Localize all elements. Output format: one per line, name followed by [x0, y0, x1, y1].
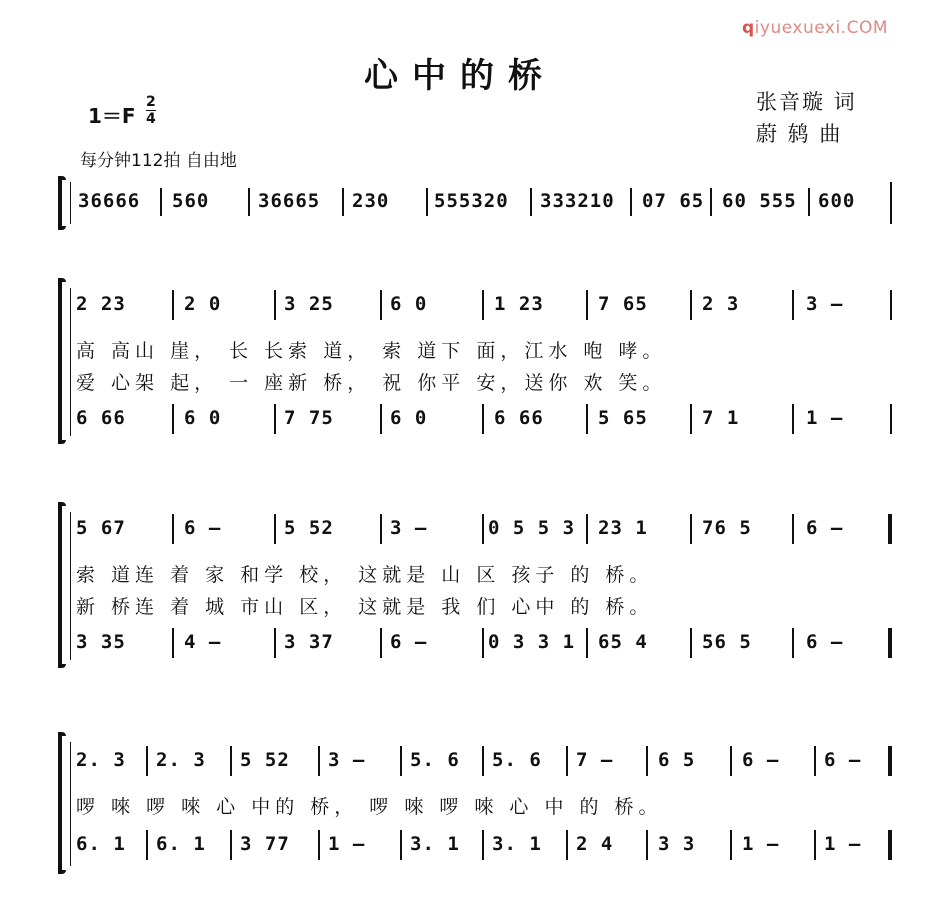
lyrics-verse-1: 索 道连 着 家 和学 校， 这就是 山 区 孩子 的 桥。	[76, 564, 654, 586]
system-3	[62, 734, 896, 872]
lyricist-credit: 张音璇 词	[756, 90, 857, 114]
lyrics-verse-2: 爱 心架 起， 一 座新 桥， 祝 你平 安，送你 欢 笑。	[76, 372, 667, 394]
melody-measure: 3 –	[390, 517, 428, 539]
harmony-measure: 6 66	[76, 407, 126, 429]
melody-measure: 1 23	[494, 293, 544, 315]
intro-measure: 36666	[78, 190, 141, 212]
harmony-measure: 1 –	[824, 833, 862, 855]
harmony-measure: 6 0	[390, 407, 428, 429]
intro-measure: 600	[818, 190, 856, 212]
harmony-measure: 3 37	[284, 631, 334, 653]
harmony-measure: 1 –	[328, 833, 366, 855]
harmony-measure: 6 66	[494, 407, 544, 429]
harmony-measure: 6 0	[184, 407, 222, 429]
melody-measure: 7 –	[576, 749, 614, 771]
intro-measure: 560	[172, 190, 210, 212]
song-title: 心中的桥	[364, 56, 556, 96]
key-signature: 1＝F	[88, 104, 136, 128]
melody-measure: 76 5	[702, 517, 752, 539]
melody-measure: 7 65	[598, 293, 648, 315]
melody-measure: 2. 3	[76, 749, 126, 771]
melody-measure: 6 –	[742, 749, 780, 771]
melody-measure: 5 52	[284, 517, 334, 539]
system-bracket	[58, 178, 62, 228]
harmony-measure: 4 –	[184, 631, 222, 653]
melody-measure: 0 5 5 3	[488, 517, 576, 539]
melody-measure: 2 3	[702, 293, 740, 315]
system-2	[62, 504, 896, 666]
melody-measure: 3 –	[806, 293, 844, 315]
harmony-measure: 3 35	[76, 631, 126, 653]
intro-measure: 60 555	[722, 190, 797, 212]
harmony-measure: 0 3 3 1	[488, 631, 576, 653]
intro-staff	[62, 178, 896, 228]
harmony-measure: 6. 1	[76, 833, 126, 855]
melody-measure: 5 67	[76, 517, 126, 539]
intro-measure: 230	[352, 190, 390, 212]
melody-measure: 2 23	[76, 293, 126, 315]
harmony-measure: 3. 1	[492, 833, 542, 855]
melody-measure: 23 1	[598, 517, 648, 539]
melody-measure: 2. 3	[156, 749, 206, 771]
harmony-measure: 1 –	[806, 407, 844, 429]
lyrics-refrain: 啰 唻 啰 唻 心 中的 桥， 啰 唻 啰 唻 心 中 的 桥。	[76, 796, 663, 818]
intro-measure: 333210	[540, 190, 615, 212]
intro-measure: 36665	[258, 190, 321, 212]
melody-measure: 5 52	[240, 749, 290, 771]
harmony-measure: 6. 1	[156, 833, 206, 855]
melody-measure: 3 –	[328, 749, 366, 771]
harmony-measure: 5 65	[598, 407, 648, 429]
harmony-measure: 3 3	[658, 833, 696, 855]
time-signature: 2 4	[146, 94, 156, 127]
harmony-measure: 3 77	[240, 833, 290, 855]
harmony-measure: 1 –	[742, 833, 780, 855]
melody-measure: 6 5	[658, 749, 696, 771]
melody-measure: 6 –	[824, 749, 862, 771]
melody-measure: 5. 6	[492, 749, 542, 771]
lyrics-verse-2: 新 桥连 着 城 市山 区， 这就是 我 们 心中 的 桥。	[76, 596, 654, 618]
tempo-marking: 每分钟112拍 自由地	[80, 151, 237, 171]
harmony-measure: 6 –	[390, 631, 428, 653]
harmony-measure: 7 75	[284, 407, 334, 429]
melody-measure: 2 0	[184, 293, 222, 315]
melody-measure: 3 25	[284, 293, 334, 315]
harmony-measure: 7 1	[702, 407, 740, 429]
melody-measure: 6 0	[390, 293, 428, 315]
system-1	[62, 280, 896, 442]
harmony-measure: 2 4	[576, 833, 614, 855]
melody-measure: 5. 6	[410, 749, 460, 771]
melody-measure: 6 –	[806, 517, 844, 539]
harmony-measure: 3. 1	[410, 833, 460, 855]
intro-measure: 07 65	[642, 190, 705, 212]
melody-measure: 6 –	[184, 517, 222, 539]
harmony-measure: 56 5	[702, 631, 752, 653]
composer-credit: 蔚 鸫 曲	[756, 122, 843, 146]
harmony-measure: 65 4	[598, 631, 648, 653]
lyrics-verse-1: 高 高山 崖， 长 长索 道， 索 道下 面，江水 咆 哮。	[76, 340, 667, 362]
watermark: qiyuexuexi.COM	[742, 18, 888, 38]
intro-measure: 555320	[434, 190, 509, 212]
harmony-measure: 6 –	[806, 631, 844, 653]
